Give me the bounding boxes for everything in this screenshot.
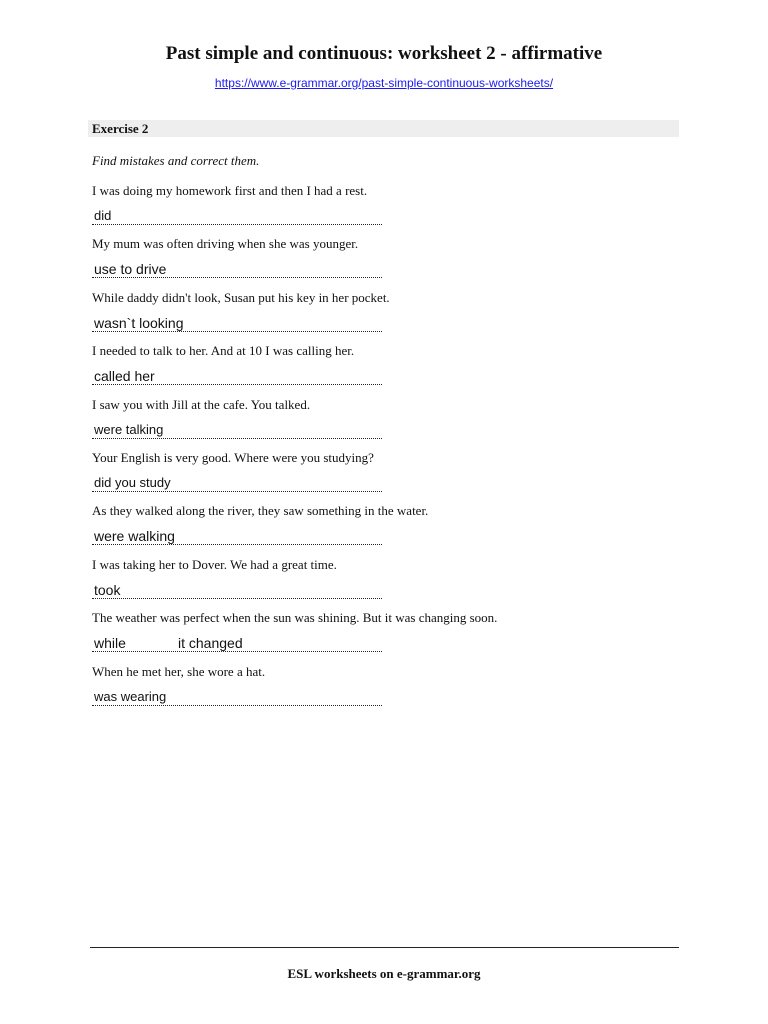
item-sentence: I was taking her to Dover. We had a great time. [92,556,337,572]
item-sentence: As they walked along the river, they saw something in the water. [92,503,429,519]
item-sentence: I needed to talk to her. And at 10 I was calling her. [92,343,355,359]
exercise-item [92,663,652,716]
answer-line[interactable] [92,209,382,225]
item-sentence: The weather was perfect when the sun was shining. But it was changing soon. [92,610,498,626]
item-answer: called her [94,368,155,385]
exercise-item [92,182,652,235]
item-sentence: I saw you with Jill at the cafe. You talked. [92,396,311,412]
item-answer: were talking [94,421,164,437]
item-answer: wasn`t looking [94,314,184,331]
item-sentence: My mum was often driving when she was younger. [92,236,359,252]
item-answer: took [94,581,121,598]
exercise-item [92,289,652,342]
answer-line[interactable] [92,583,382,599]
answer-line[interactable] [92,529,382,545]
item-answer: were walking [94,528,175,545]
exercise-item [92,556,652,609]
exercise-title: Exercise 2 [92,121,149,136]
exercise-item [92,235,652,288]
exercise-item [92,342,652,395]
answer-line[interactable] [92,262,382,278]
footer-text: ESL worksheets on e-grammar.org [287,966,481,981]
footer-divider [90,947,679,948]
item-answer: did [94,208,112,223]
exercise-item [92,502,652,555]
item-answer: use to drive [94,261,167,278]
answer-line[interactable] [92,316,382,332]
item-answer: was wearing [94,688,167,704]
exercise-item [92,609,652,662]
exercise-item [92,449,652,502]
item-sentence: I was doing my homework first and then I had a rest. [92,183,368,198]
answer-line[interactable] [92,636,382,652]
answer-line[interactable] [92,369,382,385]
exercise-header [88,120,679,137]
exercise-instruction: Find mistakes and correct them. [92,153,260,168]
answer-line[interactable] [92,690,382,706]
item-answer-second: it changed [178,635,243,652]
item-sentence: When he met her, she wore a hat. [92,663,266,679]
exercise-item [92,396,652,449]
item-answer: while [94,635,126,652]
page-title: Past simple and continuous: worksheet 2 - affirmative [165,43,603,64]
item-sentence: Your English is very good. Where were you studying? [92,449,374,465]
exercise-items [92,182,652,716]
answer-line[interactable] [92,423,382,439]
answer-line[interactable] [92,476,382,492]
item-sentence: While daddy didn't look, Susan put his key in her pocket. [92,289,390,305]
item-answer: did you study [94,474,171,490]
source-link[interactable]: https://www.e-grammar.org/past-simple-continuous-worksheets/ [214,76,554,90]
